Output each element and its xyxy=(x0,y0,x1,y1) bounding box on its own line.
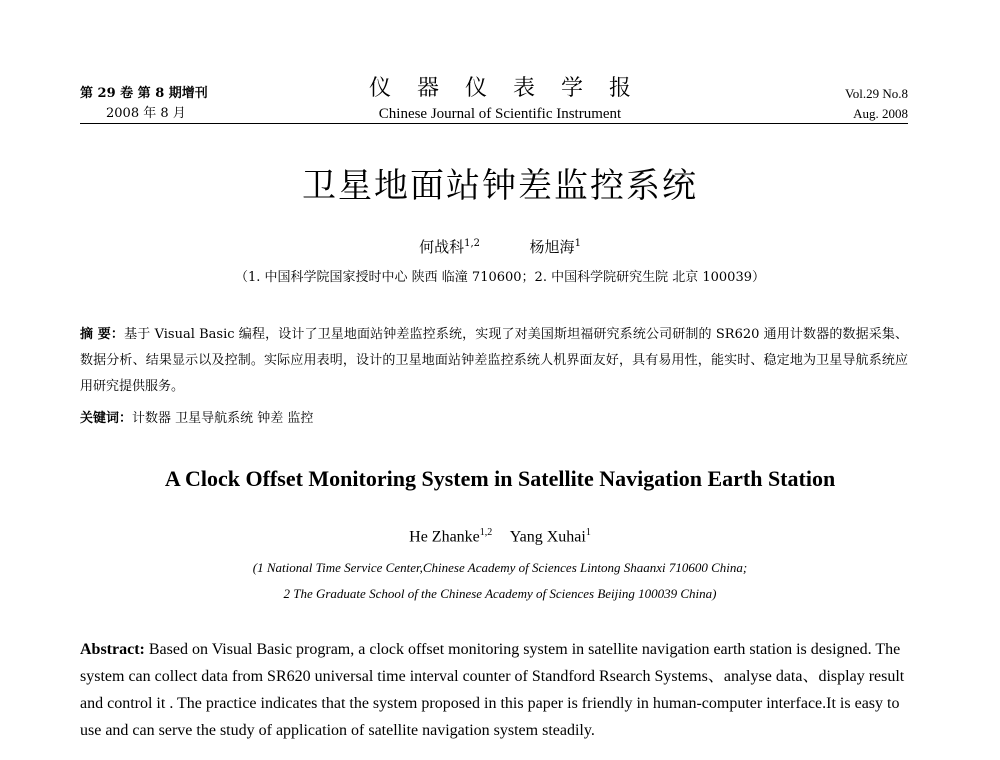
author-affiliation-mark: 1,2 xyxy=(464,238,480,249)
author-affiliation-mark: 1,2 xyxy=(479,527,493,538)
affiliation-en xyxy=(0,555,1000,607)
journal-name-cn: 仪器仪表学报 xyxy=(368,76,657,101)
keywords-text-cn: 计数器 卫星导航系统 钟差 监控 xyxy=(132,411,314,426)
paper-title-cn: 卫星地面站钟差监控系统 xyxy=(302,166,698,206)
header-right xyxy=(845,84,908,124)
author-name: 何战科 xyxy=(419,238,465,256)
journal-name-en: Chinese Journal of Scientific Instrument xyxy=(378,106,622,122)
authors-cn xyxy=(0,236,1000,257)
keywords-label-cn: 关键词： xyxy=(80,411,133,426)
abstract-label-en: Abstract: xyxy=(80,641,145,658)
abstract-label-cn: 摘 要： xyxy=(80,327,125,342)
author-affiliation-mark: 1 xyxy=(585,527,591,538)
abstract-text-en: Based on Visual Basic program, a clock offset monitoring system in satellite navigation earth station is designed. The system can collect data from SR620 universal time interval counter of Standford Rsearch Systems、analyse data、display result and control it . The practice indicates that the system proposed in this paper is friendly in human-computer interface.It is easy to use and can serve the study of application of satellite navigation system steadily. xyxy=(80,641,905,739)
paper-title-en: A Clock Offset Monitoring System in Satellite Navigation Earth Station xyxy=(164,466,836,491)
authors-en xyxy=(0,527,1000,546)
affiliation-line: (1 National Time Service Center,Chinese Academy of Sciences Lintong Shaanxi 710600 China; xyxy=(252,560,748,575)
abstract-en xyxy=(80,636,908,744)
author-name: Yang Xuhai xyxy=(509,528,586,546)
date-en: Aug. 2008 xyxy=(853,106,908,121)
date-cn: 2008 年 8 月 xyxy=(106,106,186,121)
abstract-text-cn: 基于 Visual Basic 编程，设计了卫星地面站钟差监控系统，实现了对美国斯坦福研究系统公司研制的 SR620 通用计数器的数据采集、数据分析、结果显示以及控制。实际应用表明，设计的卫星地面站钟差监控系统人机界面友好，具有易用性，能实时、稳定地为卫星导航系统应用研究提供服务。 xyxy=(80,327,908,394)
affiliation-line: 2 The Graduate School of the Chinese Academy of Sciences Beijing 100039 China) xyxy=(283,586,717,601)
affiliation-cn: （1. 中国科学院国家授时中心 陕西 临潼 710600；2. 中国科学院研究生院 北京 100039） xyxy=(235,270,765,285)
abstract-cn xyxy=(80,322,908,400)
volume-issue-en: Vol.29 No.8 xyxy=(845,86,908,101)
author-name: He Zhanke xyxy=(409,528,480,546)
header-rule xyxy=(80,123,908,124)
volume-issue-cn: 第 29 卷 第 8 期增刊 xyxy=(80,86,208,101)
keywords-cn xyxy=(80,408,908,430)
author-name: 杨旭海 xyxy=(529,238,575,256)
author-affiliation-mark: 1 xyxy=(574,238,581,249)
